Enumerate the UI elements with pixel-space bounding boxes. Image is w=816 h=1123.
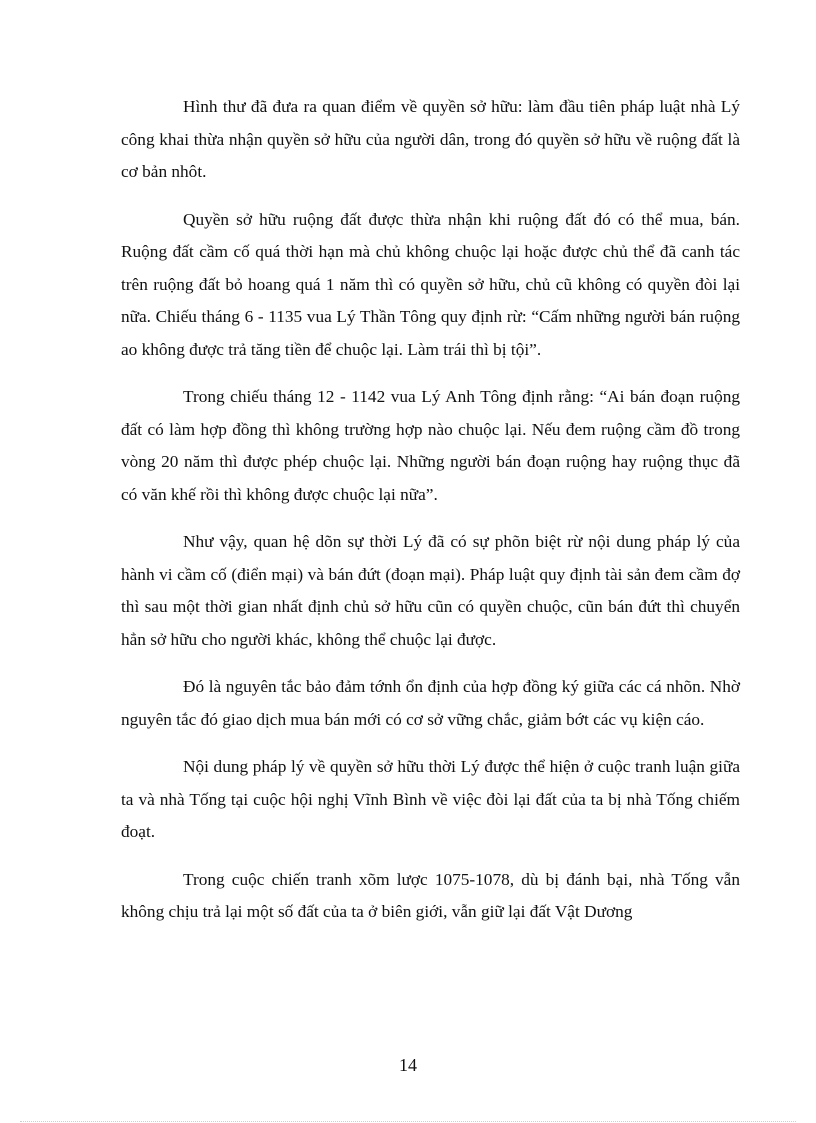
paragraph-civil-relations: Như vậy, quan hệ dõn sự thời Lý đã có sự phõn biệt rừ nội dung pháp lý của hành vi cầm cố (điển mại) và bán đứt (đoạn mại). Pháp luật quy định tài sản đem cầm đợ thì sau một thời gian nhất định chủ sở hữu cũn có quyền chuộc, cũn bán đứt thì chuyển hẳn sở hữu cho người khác, không thể chuộc lại được. [121,532,740,649]
paragraph-contract-stability: Đó là nguyên tắc bảo đảm tớnh ổn định của hợp đồng ký giữa các cá nhõn. Nhờ nguyên tắc đó giao dịch mua bán mới có cơ sở vững chắc, giảm bớt các vụ kiện cáo. [121,677,740,729]
page-bottom-divider [20,1121,796,1122]
paragraph-edict-1142: Trong chiếu tháng 12 - 1142 vua Lý Anh Tông định rằng: “Ai bán đoạn ruộng đất có làm hợp đồng thì không trường hợp nào chuộc lại. Nếu đem ruộng cầm đồ trong vòng 20 năm thì được phép chuộc lại. Những người bán đoạn ruộng hay ruộng thục đã có văn khế rồi thì không được chuộc lại nữa”. [121,387,740,504]
page-number: 14 [399,1055,417,1075]
page-body [121,91,740,944]
paragraph-war-1075-1078: Trong cuộc chiến tranh xõm lược 1075-1078, dù bị đánh bại, nhà Tống vẫn không chịu trả lại một số đất của ta ở biên giới, vẫn giữ lại đất Vật Dương [121,869,740,921]
paragraph-land-ownership: Quyền sở hữu ruộng đất được thừa nhận khi ruộng đất đó có thể mua, bán. Ruộng đất cầm cố quá thời hạn mà chủ không chuộc lại hoặc được chủ thể đã canh tác trên ruộng đất bỏ hoang quá 1 năm thì có quyền sở hữu, chủ cũ không có quyền đòi lại nữa. Chiếu tháng 6 - 1135 vua Lý Thần Tông quy định rừ: “Cấm những người bán ruộng ao không được trả tăng tiền để chuộc lại. Làm trái thì bị tội”. [121,209,740,359]
paragraph-ownership-view: Hình thư đã đưa ra quan điểm về quyền sở hữu: làm đầu tiên pháp luật nhà Lý công khai thừa nhận quyền sở hữu của người dân, trong đó quyền sở hữu về ruộng đất là cơ bản nhôt. [121,97,740,181]
paragraph-vinh-binh-conference: Nội dung pháp lý về quyền sở hữu thời Lý được thể hiện ở cuộc tranh luận giữa ta và nhà Tống tại cuộc hội nghị Vĩnh Bình về việc đòi lại đất của ta bị nhà Tống chiếm đoạt. [121,757,740,841]
